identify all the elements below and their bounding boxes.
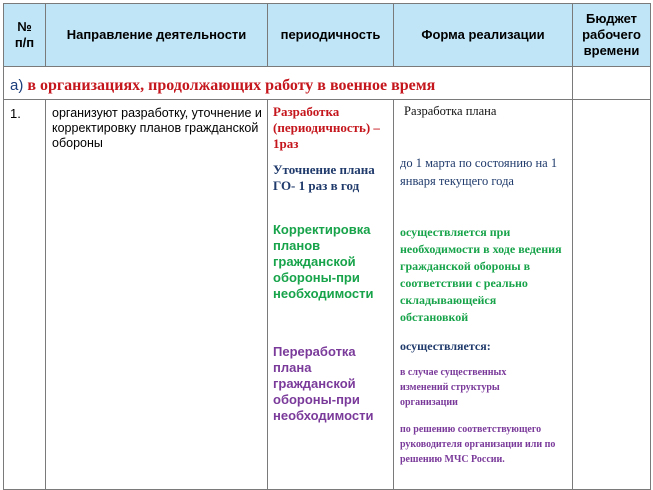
section-title: в организациях, продолжающих работу в военное время	[27, 77, 436, 94]
header-form-label: Форма реализации	[421, 27, 545, 42]
periodicity-rework: Переработка плана гражданской обороны-при необходимости	[273, 344, 374, 423]
form-development: Разработка плана	[404, 104, 497, 118]
table-row	[4, 100, 651, 490]
header-num	[4, 4, 46, 67]
row1-num-cell	[4, 100, 46, 490]
row1-direction: организуют разработку, уточнение и корректировку планов гражданской обороны	[52, 106, 262, 150]
row1-form-cell	[394, 100, 573, 490]
section-heading-cell	[4, 67, 573, 100]
header-form	[394, 4, 573, 67]
periodicity-development: Разработка (периодичность) – 1раз	[273, 104, 380, 151]
periodicity-refinement: Уточнение плана ГО- 1 раз в год	[273, 162, 375, 193]
civil-defense-table	[3, 3, 651, 490]
header-budget	[573, 4, 651, 67]
header-direction	[46, 4, 268, 67]
row1-periodicity-cell	[268, 100, 394, 490]
form-rework-title: осуществляется:	[400, 339, 491, 353]
row1-budget-cell	[573, 100, 651, 490]
form-correction: осуществляется при необходимости в ходе ведения гражданской обороны в соответствии с реально складывающейся обстановкой	[400, 225, 562, 324]
periodicity-correction: Корректировка планов гражданской обороны-при необходимости	[273, 222, 374, 301]
form-rework-case2: по решению соответствующего руководителя организации или по решению МЧС России.	[400, 424, 556, 465]
section-row	[4, 67, 651, 100]
form-rework-case1: в случае существенных изменений структуры организации	[400, 367, 507, 408]
header-periodicity-label: периодичность	[280, 27, 381, 42]
header-periodicity	[268, 4, 394, 67]
section-budget-cell	[573, 67, 651, 100]
row1-direction-cell	[46, 100, 268, 490]
header-budget-label: Бюджет рабочего времени	[582, 11, 641, 58]
header-row	[4, 4, 651, 67]
header-num-label: № п/п	[14, 19, 35, 50]
row1-num: 1.	[10, 106, 21, 121]
form-refinement: до 1 марта по состоянию на 1 января текущего года	[400, 156, 558, 188]
section-letter: а)	[10, 77, 24, 94]
header-direction-label: Направление деятельности	[66, 27, 247, 42]
